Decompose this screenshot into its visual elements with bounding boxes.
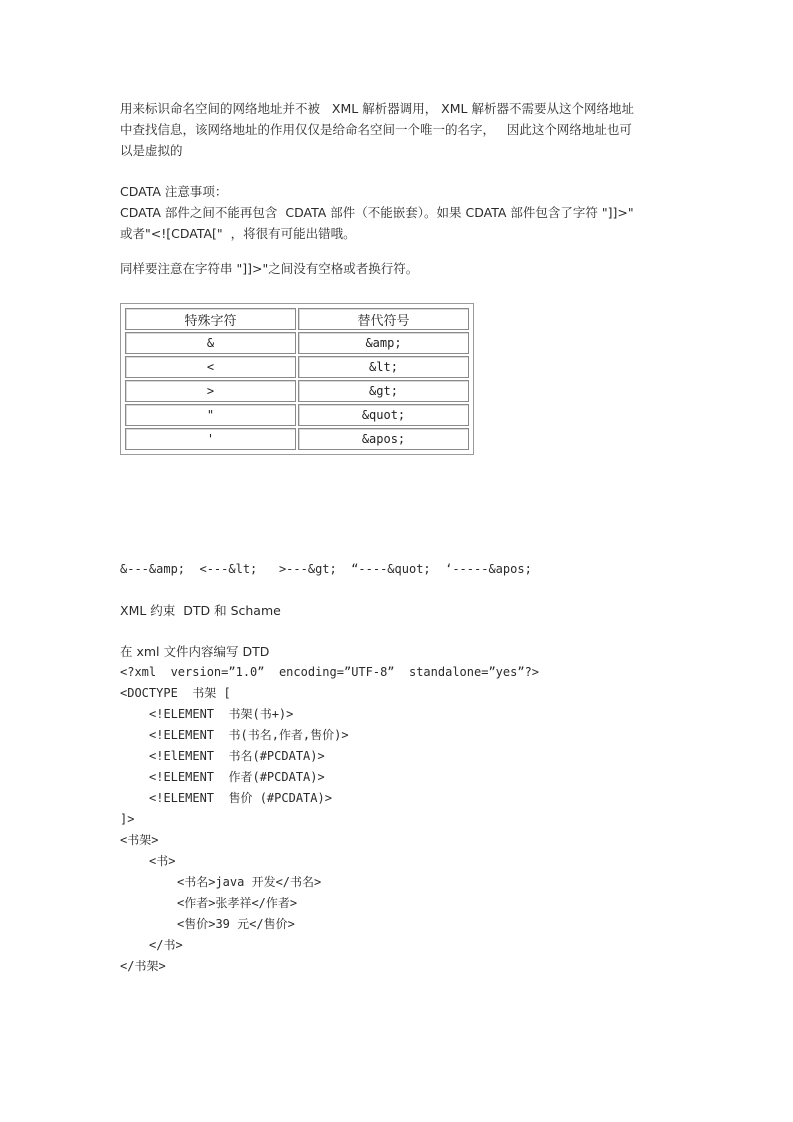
table-row [125, 404, 469, 426]
intro-line-1: 用来标识命名空间的网络地址并不被 XML 解析器调用， XML 解析器不需要从这个网络地址 [120, 101, 634, 116]
dtd-code-block [120, 662, 680, 977]
table-cell-entity: &lt; [298, 356, 469, 378]
code-element-shelf: <!ELEMENT 书架(书+)> [149, 707, 294, 721]
table-row [125, 380, 469, 402]
table-cell-entity: &apos; [298, 428, 469, 450]
table-header-replacement: 替代符号 [298, 308, 469, 330]
cdata-line-2: 或者"<![CDATA[" ，将很有可能出错哦。 [120, 226, 356, 241]
code-book-open: <书> [149, 854, 176, 868]
table-cell-char: > [125, 380, 296, 402]
xml-constraints-heading: XML 约束 DTD 和 Schame [120, 603, 281, 618]
table-row [125, 356, 469, 378]
code-book-name: <书名>java 开发</书名> [177, 875, 322, 889]
cdata-heading: CDATA 注意事项： [120, 184, 228, 199]
code-shelf-open: <书架> [120, 833, 159, 847]
code-element-author: <!ELEMENT 作者(#PCDATA)> [149, 770, 325, 784]
table-row [125, 428, 469, 450]
code-book-close: </书> [149, 938, 183, 952]
table-header-row [125, 308, 469, 330]
table-header-special-char: 特殊字符 [125, 308, 296, 330]
code-book-author: <作者>张孝祥</作者> [177, 896, 298, 910]
entity-table [120, 303, 474, 455]
entity-mapping-line: &---&amp; <---&lt; >---&gt; “----&quot; ‘-----&apos; [120, 562, 532, 576]
document-page [120, 98, 680, 977]
code-shelf-close: </书架> [120, 959, 166, 973]
code-element-name: <!ElEMENT 书名(#PCDATA)> [149, 749, 325, 763]
table-row [125, 332, 469, 354]
code-element-book: <!ELEMENT 书(书名,作者,售价)> [149, 728, 349, 742]
intro-line-3: 以是虚拟的 [120, 143, 183, 158]
table-cell-entity: &gt; [298, 380, 469, 402]
intro-line-2: 中查找信息，该网络地址的作用仅仅是给命名空间一个唯一的名字， 因此这个网络地址也可 [120, 122, 632, 137]
table-cell-entity: &quot; [298, 404, 469, 426]
code-xml-declaration: <?xml version=”1.0” encoding=”UTF-8” standalone=”yes”?> [120, 665, 540, 679]
cdata-line-1: CDATA 部件之间不能再包含 CDATA 部件（不能嵌套）。如果 CDATA 部件包含了字符 "]]>" [120, 205, 634, 220]
same-note: 同样要注意在字符串 "]]>"之间没有空格或者换行符。 [120, 261, 419, 276]
table-cell-char: & [125, 332, 296, 354]
code-doctype-open: <DOCTYPE 书架 [ [120, 686, 231, 700]
table-cell-char: < [125, 356, 296, 378]
table-cell-char: " [125, 404, 296, 426]
table-cell-char: ' [125, 428, 296, 450]
dtd-intro: 在 xml 文件内容编写 DTD [120, 644, 270, 659]
code-element-price: <!ELEMENT 售价 (#PCDATA)> [149, 791, 332, 805]
code-doctype-close: ]> [120, 812, 135, 826]
code-book-price: <售价>39 元</售价> [177, 917, 295, 931]
table-cell-entity: &amp; [298, 332, 469, 354]
